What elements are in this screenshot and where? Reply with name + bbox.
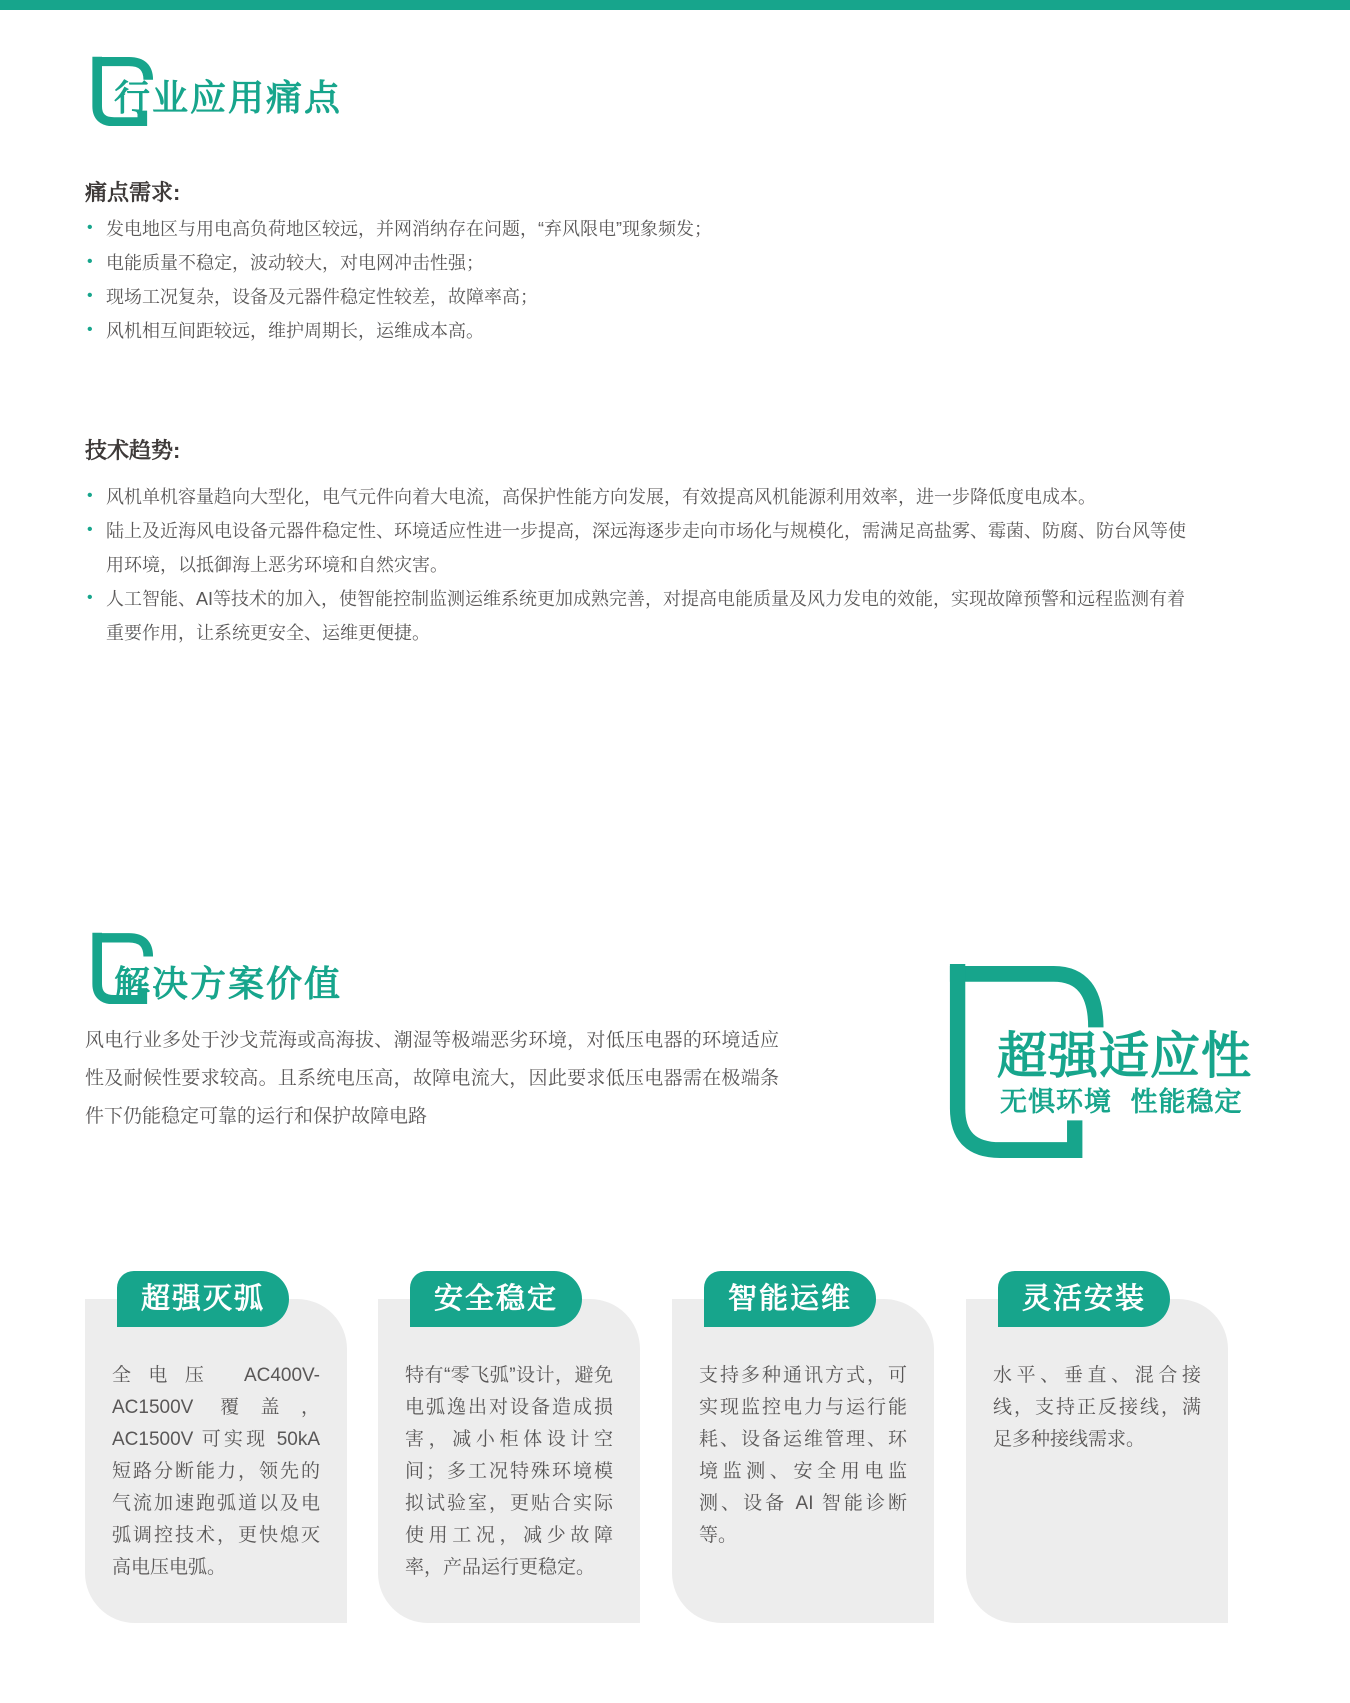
card-background: [966, 1299, 1228, 1623]
section-title-pain-points: 行业应用痛点: [114, 77, 343, 118]
card-body-text: 全电压 AC400V-AC1500V 覆盖，AC1500V 可实现 50kA 短路分断能力，领先的气流加速跑弧道以及电弧调控技术，更快熄灭高电压电弧。: [112, 1365, 320, 1578]
list-item-text: 风机相互间距较远，维护周期长，运维成本高。: [106, 321, 484, 341]
list-item-text: 风机单机容量趋向大型化，电气元件向着大电流，高保护性能方向发展，有效提高风机能源利用效率，进一步降低度电成本。: [106, 487, 1096, 507]
tech-trends-list: [85, 480, 1193, 650]
list-item: [85, 582, 1193, 650]
feature-card: [966, 1271, 1228, 1623]
card-badge: 灵活安装: [998, 1271, 1170, 1327]
bullet-icon: •: [87, 589, 93, 606]
feature-title: 超强适应性: [997, 1028, 1252, 1084]
feature-card: [85, 1271, 347, 1623]
list-item-text: 人工智能、AI等技术的加入，使智能控制监测运维系统更加成熟完善，对提高电能质量及风力发电的效能，实现故障预警和远程监测有着重要作用，让系统更安全、运维更便捷。: [106, 589, 1186, 643]
pain-needs-heading: 痛点需求:: [85, 180, 181, 205]
tech-trends-heading: 技术趋势:: [85, 438, 181, 463]
list-item: [85, 514, 1193, 582]
solution-value-paragraph: 风电行业多处于沙戈荒海或高海拔、潮湿等极端恶劣环境，对低压电器的环境适应性及耐候性要求较高。且系统电压高，故障电流大，因此要求低压电器需在极端条件下仍能稳定可靠的运行和保护故障电路: [85, 1030, 779, 1127]
list-item: [85, 314, 1245, 348]
card-body-text: 特有“零飞弧”设计，避免电弧逸出对设备造成损害，减小柜体设计空间；多工况特殊环境模拟试验室，更贴合实际使用工况，减少故障率，产品运行更稳定。: [405, 1365, 613, 1578]
list-item: [85, 246, 1245, 280]
list-item-text: 电能质量不稳定，波动较大，对电网冲击性强；: [106, 253, 484, 273]
list-item: [85, 280, 1245, 314]
top-accent-bar: [0, 0, 1350, 10]
bullet-icon: •: [87, 487, 93, 504]
bullet-icon: •: [87, 521, 93, 538]
list-item-text: 发电地区与用电高负荷地区较远，并网消纳存在问题，“弃风限电”现象频发；: [106, 219, 712, 239]
section-title-solution-value: 解决方案价值: [114, 963, 343, 1004]
card-body-text: 水平、垂直、混合接线，支持正反接线，满足多种接线需求。: [993, 1365, 1201, 1450]
bullet-icon: •: [87, 253, 93, 270]
bullet-icon: •: [87, 321, 93, 338]
bullet-icon: •: [87, 287, 93, 304]
card-badge: 超强灭弧: [117, 1271, 289, 1327]
card-body-text: 支持多种通讯方式，可实现监控电力与运行能耗、设备运维管理、环境监测、安全用电监测、设备 AI 智能诊断等。: [699, 1365, 907, 1546]
list-item: [85, 212, 1245, 246]
bullet-icon: •: [87, 219, 93, 236]
list-item: [85, 480, 1193, 514]
pain-needs-list: [85, 212, 1245, 348]
card-badge: 安全稳定: [410, 1271, 582, 1327]
feature-card: [378, 1271, 640, 1623]
feature-card: [672, 1271, 934, 1623]
list-item-text: 现场工况复杂，设备及元器件稳定性较差，故障率高；: [106, 287, 538, 307]
feature-subtitle: 无惧环境 性能稳定: [1000, 1087, 1243, 1117]
card-badge: 智能运维: [704, 1271, 876, 1327]
list-item-text: 陆上及近海风电设备元器件稳定性、环境适应性进一步提高，深远海逐步走向市场化与规模化，需满足高盐雾、霉菌、防腐、防台风等使用环境，以抵御海上恶劣环境和自然灾害。: [106, 521, 1186, 575]
